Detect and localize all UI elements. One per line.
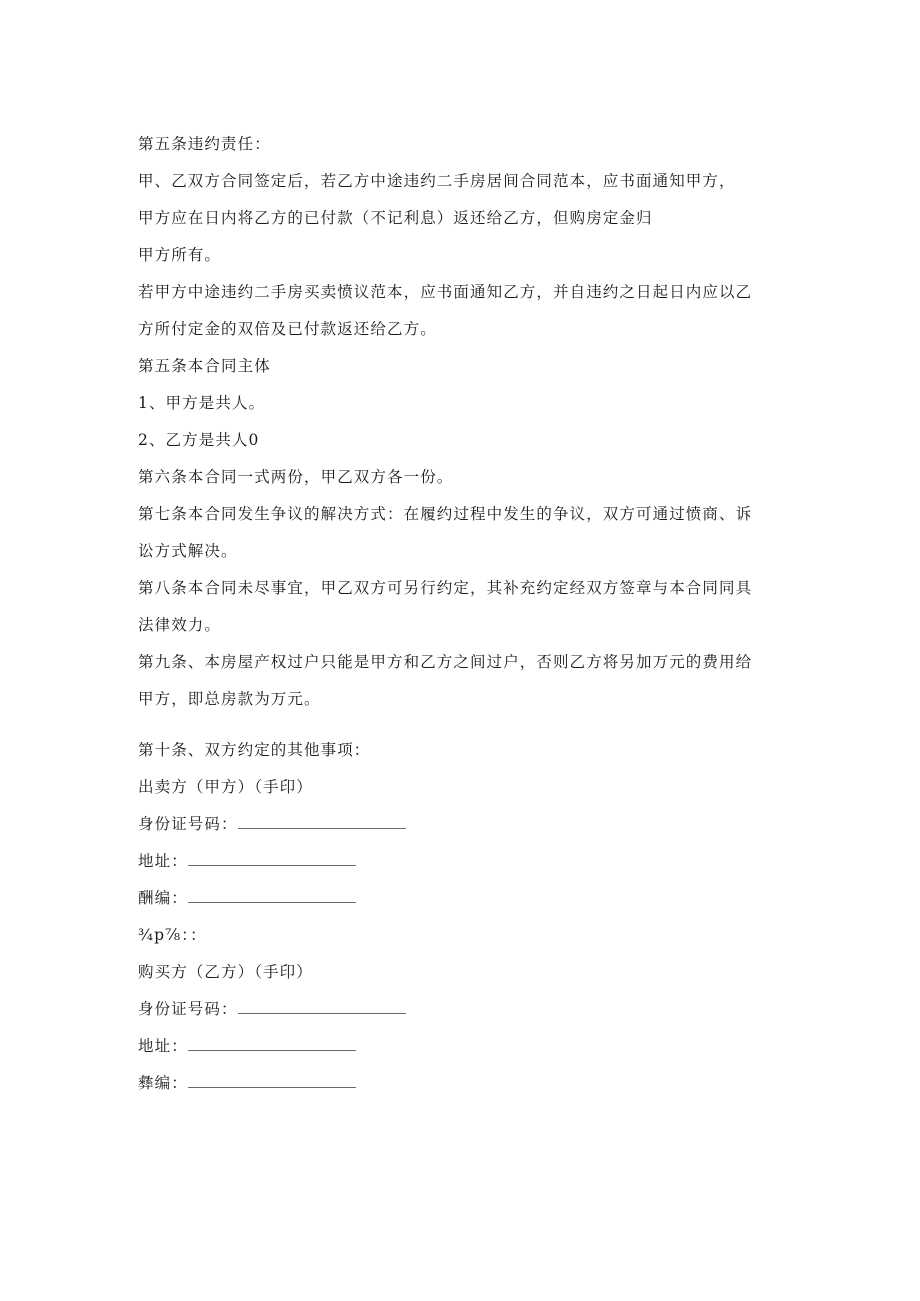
article-10: 第十条、双方约定的其他事项： — [138, 741, 371, 759]
article-7-line1: 第七条本合同发生争议的解决方式：在履约过程中发生的争议，双方可通过愤商、诉 — [138, 505, 753, 523]
buyer-id-row — [138, 998, 778, 1035]
seller-address-row — [138, 850, 778, 887]
buyer-id-label: 身份证号码： — [138, 1000, 238, 1018]
article-8-line1: 第八条本合同未尽事宜，甲乙双方可另行约定，其补充约定经双方签章与本合同同具 — [138, 579, 753, 597]
article-6: 第六条本合同一式两份，甲乙双方各一份。 — [138, 468, 454, 486]
article-5-title: 第五条违约责任： — [138, 135, 271, 153]
seller-address-blank[interactable] — [188, 850, 356, 866]
buyer-id-blank[interactable] — [238, 998, 406, 1014]
buyer-postcode-blank[interactable] — [188, 1072, 356, 1088]
subject-item-1: 1、甲方是共人。 — [138, 394, 266, 412]
seller-phone-label: ¾p⅞：： — [138, 926, 207, 944]
buyer-address-blank[interactable] — [188, 1035, 356, 1051]
buyer-address-row — [138, 1035, 778, 1072]
article-5-para2-line1: 若甲方中途违约二手房买卖愤议范本，应书面通知乙方，并自违约之日起日内应以乙 — [138, 283, 753, 301]
buyer-postcode-label: 彝编： — [138, 1074, 188, 1092]
seller-postcode-blank[interactable] — [188, 887, 356, 903]
seller-title: 出卖方（甲方）（手印） — [138, 778, 313, 796]
article-5b-title: 第五条本合同主体 — [138, 357, 271, 375]
seller-postcode-row — [138, 887, 778, 924]
buyer-title: 购买方（乙方）（手印） — [138, 963, 313, 981]
seller-address-label: 地址： — [138, 852, 188, 870]
seller-id-label: 身份证号码： — [138, 815, 238, 833]
article-9-line2: 甲方，即总房款为万元。 — [138, 690, 321, 708]
article-5-para1-line2: 甲方应在日内将乙方的已付款（不记利息）返还给乙方，但购房定金归 — [138, 209, 653, 227]
article-8-line2: 法律效力。 — [138, 616, 222, 634]
article-9-line1: 第九条、本房屋产权过户只能是甲方和乙方之间过户，否则乙方将另加万元的费用给 — [138, 653, 753, 671]
subject-item-2: 2、乙方是共人0 — [138, 431, 260, 449]
contract-body — [138, 133, 778, 1109]
article-5-para1-line1: 甲、乙双方合同签定后，若乙方中途违约二手房居间合同范本，应书面通知甲方， — [138, 172, 736, 190]
section-gap — [138, 725, 778, 739]
article-7-line2: 讼方式解决。 — [138, 542, 238, 560]
article-5-para2-line2: 方所付定金的双倍及已付款返还给乙方。 — [138, 320, 437, 338]
seller-id-blank[interactable] — [238, 813, 406, 829]
seller-id-row — [138, 813, 778, 850]
seller-phone-row — [138, 924, 778, 961]
buyer-address-label: 地址： — [138, 1037, 188, 1055]
seller-postcode-label: 酬编： — [138, 889, 188, 907]
article-5-para1-line3: 甲方所有。 — [138, 246, 222, 264]
buyer-postcode-row — [138, 1072, 778, 1109]
